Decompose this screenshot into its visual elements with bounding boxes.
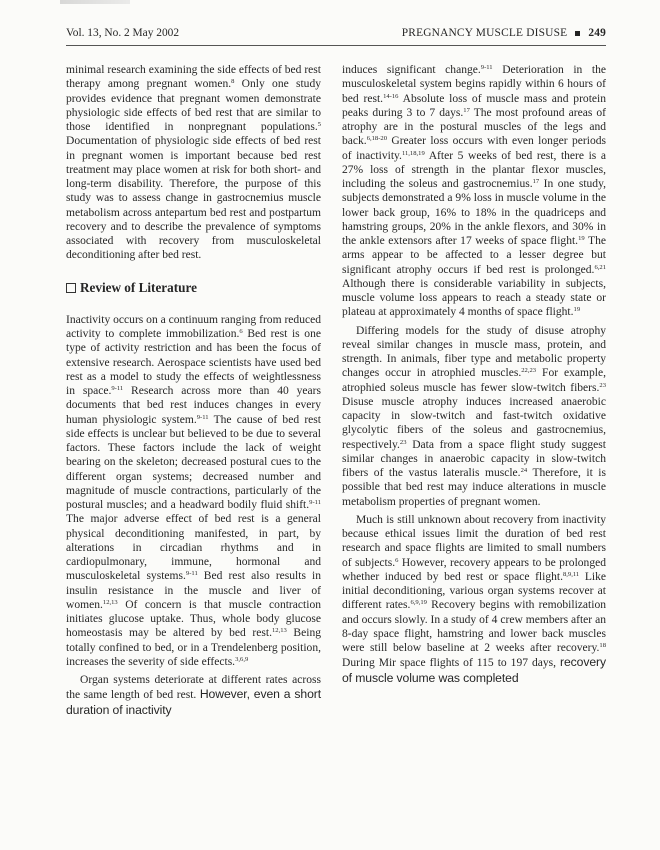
citation-reference: 24 — [520, 467, 528, 474]
citation-reference: 9-11 — [185, 570, 198, 578]
citation-reference: 19 — [578, 235, 585, 242]
citation-reference: 8 — [231, 78, 235, 86]
citation-reference: 18 — [599, 642, 606, 649]
text-run: In one study, subjects demonstrated a 9% loss in muscle volume in the lower back group, 16% to 18% in the quadriceps and hamstring groups, 20% in the ankle flexors, and 30% in the ankle extensors after 17 weeks of space flight. — [342, 178, 606, 247]
paragraph-2-text: Organ systems deteriorate at different rates across the same length of bed rest. — [66, 674, 321, 702]
paragraph-2-last-line: However, even a short duration of inactivity — [66, 687, 322, 717]
continued-paragraph — [342, 63, 606, 320]
citation-reference: 14-16 — [383, 92, 399, 100]
text-run: The arms appear to be affected to a lesser degree but significant atrophy occurs if bed rest is prolonged. — [342, 235, 606, 276]
citation-reference: 3,6,9 — [235, 655, 249, 663]
text-run: Research across more than 40 years documents that bed rest induces changes in every human physiologic system. — [66, 385, 321, 426]
citation-reference: 23 — [399, 438, 407, 446]
right-column — [342, 63, 606, 686]
text-run: The cause of bed rest side effects is unclear but believed to be due to several factors. These factors include the lack of weight bearing on the skeleton; decreased postural cues to the different organ systems; decreased number and magnitude of muscle contractions, particularly of the postural muscles; and a headward bodily fluid shift. — [66, 413, 321, 511]
citation-reference: 22,23 — [521, 367, 537, 375]
text-run: Therefore, it is possible that bed rest may induce alterations in muscle metabolism properties of pregnant women. — [342, 467, 606, 508]
citation-reference: 9-11 — [111, 385, 124, 392]
citation-reference: 9-11 — [480, 64, 493, 71]
citation-reference: 9-11 — [196, 413, 209, 421]
text-run: induces significant change. — [342, 64, 481, 76]
text-run: minimal research examining the side effects of bed rest therapy among pregnant women. — [66, 64, 322, 91]
recovery-paragraph — [342, 513, 606, 686]
literature-paragraph-2 — [66, 673, 321, 718]
citation-reference: 6,21 — [594, 263, 606, 271]
text-run: Disuse muscle atrophy induces increased anaerobic capacity in slow-twitch and fast-twitch oxidative glycolytic fibers of the soleus and gastrocnemius, respectively. — [342, 395, 606, 451]
recovery-text — [342, 514, 606, 670]
text-run: Bed rest also results in insulin resistance in the muscle and liver of women. — [66, 570, 321, 611]
literature-paragraph-1 — [66, 313, 321, 669]
citation-reference: 6,18-20 — [366, 135, 388, 143]
square-bullet-icon — [575, 31, 580, 36]
text-run: Data from a space flight study suggest similar changes in anaerobic capacity in slow-twitch fibers of the vastus lateralis muscle. — [342, 438, 606, 479]
citation-reference: 6 — [239, 328, 243, 335]
text-run: Inactivity occurs on a continuum ranging from reduced activity to complete immobilization. — [66, 313, 321, 340]
text-run: For example, atrophied soleus muscle has fewer slow-twitch fibers. — [342, 367, 606, 394]
text-run: Only one study provides evidence that pregnant women demonstrate physiologic side effects of bed rest that are similar to those identified in nonpregnant populations. — [66, 78, 321, 133]
recovery-last-line: recovery of muscle volume was completed — [342, 655, 606, 685]
disuse-atrophy-paragraph — [342, 324, 606, 509]
citation-reference: 17 — [463, 106, 470, 114]
citation-reference: 9-11 — [309, 499, 321, 506]
text-run: Like initial deconditioning, various organ systems recover at different rates. — [342, 570, 606, 612]
text-run: Differing models for the study of disuse atrophy reveal similar changes in muscle mass, protein, and strength. In animals, fiber type and metabolic property changes occur in atrophied muscles. — [342, 324, 606, 380]
citation-reference: 12,13 — [102, 598, 118, 606]
running-header — [66, 26, 606, 40]
citation-reference: 12,13 — [271, 627, 287, 635]
citation-reference: 6,9,19 — [410, 599, 427, 607]
text-run: However, recovery appears to be prolonged whether induced by bed rest or space flight. — [342, 556, 606, 583]
text-run: The most profound areas of atrophy are in the postural muscles of the legs and back. — [342, 106, 606, 148]
citation-reference: 17 — [532, 178, 540, 185]
citation-reference: 5 — [317, 121, 321, 128]
text-run: Recovery begins with remobilization and occurs slowly. In a study of 4 crew members after an 8-day space flight, hamstring and lower back muscles were still below baseline at 2 weeks after recovery. — [342, 599, 606, 654]
journal-running-title: PREGNANCY MUSCLE DISUSE — [401, 27, 568, 39]
section-title: Review of Literature — [80, 279, 197, 295]
text-run: Much is still unknown about recovery from inactivity because ethical issues limit the duration of bed rest research and space flights are limited to small numbers of subjects. — [342, 513, 606, 569]
text-run: Being totally confined to bed, or in a Trendelenberg position, increases the severity of side effects. — [66, 627, 321, 668]
header-right — [402, 26, 606, 40]
text-run: Greater loss occurs with even longer periods of inactivity. — [342, 135, 606, 162]
text-run: Bed rest is one type of activity restriction and has been the focus of extensive research. Aerospace scientists have used bed rest as a model to study the effects of weightlessness in space. — [66, 328, 321, 397]
scan-artifact — [60, 0, 130, 4]
page-number: 249 — [588, 27, 606, 39]
text-run: Documentation of physiologic side effects of bed rest in pregnant women is important because bed rest treatment may place women at risk for both short- and long-term disability. Therefore, the purpose of this study was to assess change in gastrocnemius muscle metabolism across antepartum bed rest and postpartum recovery and to describe the prevalence of symptoms associated with recovery from musculoskeletal deconditioning after bed rest. — [66, 135, 321, 262]
text-run: The major adverse effect of bed rest is a general physical deconditioning manifested, in part, by alterations in circadian rhythms and in cardiopulmonary, immune, hormonal and musculoskeletal systems. — [66, 513, 321, 583]
text-run: During Mir space flights of 115 to 197 days, — [342, 657, 557, 670]
intro-paragraph — [66, 63, 321, 263]
text-run: Absolute loss of muscle mass and protein peaks during 3 to 7 days. — [342, 92, 607, 119]
citation-reference: 6 — [395, 556, 399, 564]
left-column — [66, 63, 321, 718]
citation-reference: 8,9,11 — [562, 570, 580, 578]
header-divider — [66, 45, 606, 46]
citation-reference: 11,18,19 — [401, 149, 425, 157]
text-run: Although there is considerable variability in subjects, muscle volume loss appears to reach a steady state or plateau at approximately 4 months of space flight. — [342, 277, 606, 319]
text-run: Deterioration in the musculoskeletal system begins rapidly within 6 hours of bed rest. — [342, 64, 606, 105]
volume-info: Vol. 13, No. 2 May 2002 — [66, 27, 180, 39]
text-run: Of concern is that muscle contraction initiates glucose uptake. Thus, whole body glucose homeostasis may be altered by bed rest. — [66, 598, 321, 640]
section-heading — [66, 281, 321, 295]
citation-reference: 19 — [573, 306, 581, 314]
citation-reference: 23 — [599, 381, 606, 389]
checkbox-square-icon — [66, 283, 76, 293]
text-run: After 5 weeks of bed rest, there is a 27% loss of strength in the plantar flexor muscles, including the soleus and gastrocnemius. — [342, 149, 606, 190]
